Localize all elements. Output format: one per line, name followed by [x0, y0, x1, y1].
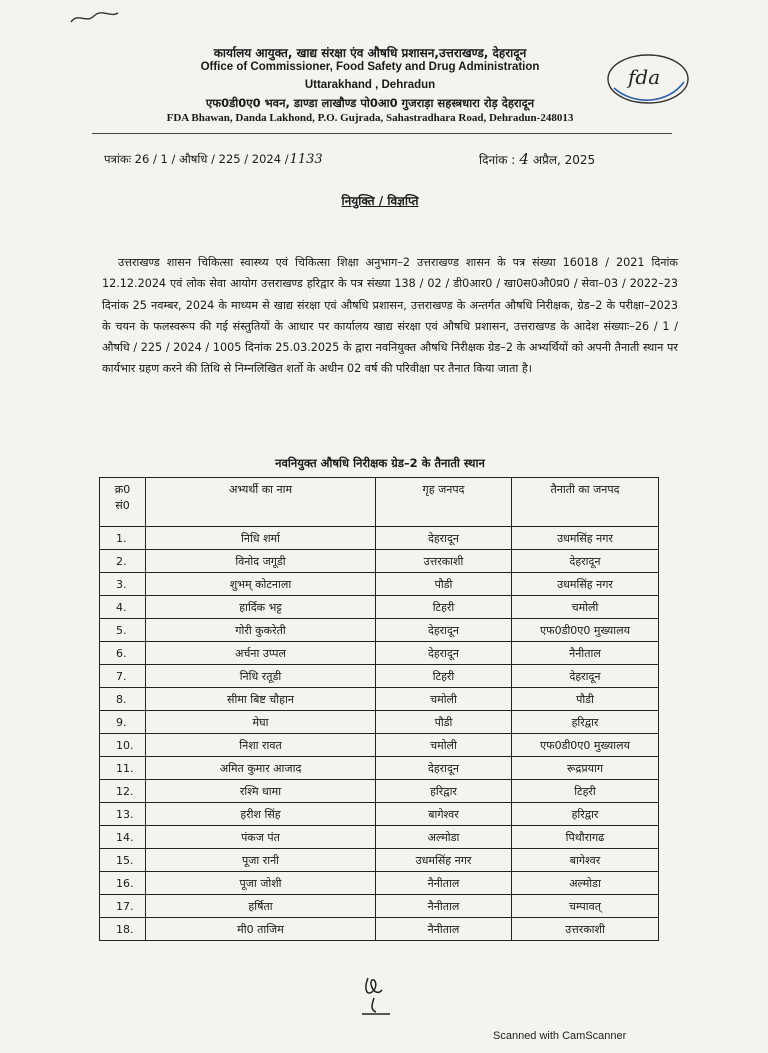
cell-candidate-name: पूजा जोशी	[146, 872, 376, 895]
table-row	[100, 734, 659, 757]
cell-candidate-name: हार्दिक भट्ट	[146, 596, 376, 619]
date-handwritten-day: 4	[519, 150, 529, 168]
cell-home-district: उधमसिंह नगर	[376, 849, 512, 872]
cell-home-district: चमोली	[376, 688, 512, 711]
cell-candidate-name: निशा रावत	[146, 734, 376, 757]
cell-home-district: उत्तरकाशी	[376, 550, 512, 573]
cell-home-district: देहरादून	[376, 619, 512, 642]
cell-serial: 10.	[100, 734, 146, 757]
cell-candidate-name: निधि रतूडी	[146, 665, 376, 688]
cell-posting-district: देहरादून	[512, 665, 659, 688]
cell-candidate-name: शुभम् कोटनाला	[146, 573, 376, 596]
document-subject: नियुक्ति / विज्ञप्ति	[341, 194, 419, 208]
cell-posting-district: देहरादून	[512, 550, 659, 573]
office-city-english: Uttarakhand , Dehradun	[304, 79, 436, 91]
fda-logo-text: fda	[628, 65, 661, 89]
office-address-english: FDA Bhawan, Danda Lakhond, P.O. Gujrada, Sahastradhara Road, Dehradun-248013	[166, 112, 574, 124]
table-row	[100, 688, 659, 711]
table-row	[100, 780, 659, 803]
table-row	[100, 711, 659, 734]
table-row	[100, 596, 659, 619]
table-row	[100, 826, 659, 849]
cell-posting-district: एफ0डी0ए0 मुख्यालय	[512, 734, 659, 757]
fda-logo-icon	[604, 48, 692, 108]
cell-posting-district: उत्तरकाशी	[512, 918, 659, 941]
header-serial-line2: सं0	[115, 499, 130, 512]
table-row	[100, 550, 659, 573]
cell-serial: 12.	[100, 780, 146, 803]
office-name-english: Office of Commissioner, Food Safety and Drug Administration	[200, 61, 540, 73]
cell-candidate-name: हर्षिता	[146, 895, 376, 918]
cell-candidate-name: अमित कुमार आजाद	[146, 757, 376, 780]
cell-posting-district: हरिद्वार	[512, 803, 659, 826]
cell-posting-district: बागेश्वर	[512, 849, 659, 872]
body-paragraph: उत्तराखण्ड शासन चिकित्सा स्वास्थ्य एवं चिकित्सा शिक्षा अनुभाग–2 उत्तराखण्ड शासन के पत्र संख्या 16018 / 2021 दिनांक 12.12.2024 एवं लोक सेवा आयोग उत्तराखण्ड हरिद्वार के पत्र संख्या 138 / 02 / डी0आर0 / खा0स0औ0प्र0 / सेवा–03 / 2022–23 दिनांक 25 नवम्बर, 2024 के माध्यम से खाद्य संरक्षा एवं औषधि प्रशासन, उत्तराखण्ड के अन्तर्गत औषधि निरीक्षक, ग्रेड–2 के परीक्षा–2023 के चयन के फलस्वरूप की गई संस्तुतियों के आधार पर कार्यालय खाद्य संरक्षा एवं औषधि प्रशासन, उत्तराखण्ड के आदेश संख्याः–26 / 1 / औषधि / 225 / 2024 / 1005 दिनांक 25.03.2025 के द्वारा नवनियुक्त औषधि निरीक्षक ग्रेड–2 के अभ्यर्थियों को अपनी तैनाती स्थान पर कार्यभार ग्रहण करने की तिथि से निम्नलिखित शर्तो के अधीन 02 वर्ष की परिवीक्षा पर तैनात किया जाता है।	[102, 256, 678, 376]
cell-posting-district: उधमसिंह नगर	[512, 573, 659, 596]
cell-posting-district: पौडी	[512, 688, 659, 711]
cell-posting-district: उधमसिंह नगर	[512, 527, 659, 550]
cell-candidate-name: अर्चना उप्पल	[146, 642, 376, 665]
cell-serial: 2.	[100, 550, 146, 573]
header-divider	[92, 133, 672, 134]
table-row	[100, 872, 659, 895]
cell-home-district: देहरादून	[376, 527, 512, 550]
cell-home-district: नैनीताल	[376, 918, 512, 941]
cell-candidate-name: गोरी कुकरेती	[146, 619, 376, 642]
cell-serial: 8.	[100, 688, 146, 711]
document-date	[479, 150, 595, 168]
cell-candidate-name: सीमा बिष्ट चौहान	[146, 688, 376, 711]
table-row	[100, 665, 659, 688]
posting-table	[99, 477, 659, 941]
cell-posting-district: चम्पावत्	[512, 895, 659, 918]
cell-home-district: चमोली	[376, 734, 512, 757]
table-row	[100, 642, 659, 665]
cell-home-district: हरिद्वार	[376, 780, 512, 803]
table-title: नवनियुक्त औषधि निरीक्षक ग्रेड–2 के तैनाती स्थान	[275, 456, 485, 470]
table-row	[100, 573, 659, 596]
cell-serial: 11.	[100, 757, 146, 780]
cell-candidate-name: मेघा	[146, 711, 376, 734]
cell-candidate-name: पूजा रानी	[146, 849, 376, 872]
scribble-mark-icon	[68, 8, 120, 28]
cell-home-district: टिहरी	[376, 665, 512, 688]
cell-serial: 4.	[100, 596, 146, 619]
cell-serial: 13.	[100, 803, 146, 826]
date-month-year: अप्रैल, 2025	[532, 153, 596, 167]
table-row	[100, 527, 659, 550]
cell-serial: 15.	[100, 849, 146, 872]
cell-home-district: बागेश्वर	[376, 803, 512, 826]
table-row	[100, 619, 659, 642]
cell-candidate-name: मी0 ताजिम	[146, 918, 376, 941]
cell-serial: 16.	[100, 872, 146, 895]
cell-candidate-name: रश्मि धामा	[146, 780, 376, 803]
cell-serial: 17.	[100, 895, 146, 918]
table-header-row	[100, 478, 659, 527]
reference-handwritten-number: 1133	[289, 152, 323, 167]
cell-serial: 14.	[100, 826, 146, 849]
cell-home-district: देहरादून	[376, 642, 512, 665]
cell-posting-district: अल्मोडा	[512, 872, 659, 895]
cell-posting-district: पिथौरागढ	[512, 826, 659, 849]
cell-home-district: टिहरी	[376, 596, 512, 619]
cell-candidate-name: विनोद जगूडी	[146, 550, 376, 573]
cell-posting-district: नैनीताल	[512, 642, 659, 665]
table-row	[100, 895, 659, 918]
cell-serial: 7.	[100, 665, 146, 688]
cell-home-district: पौडी	[376, 711, 512, 734]
cell-home-district: नैनीताल	[376, 895, 512, 918]
header-serial-line1: क्र0	[114, 483, 131, 496]
cell-serial: 3.	[100, 573, 146, 596]
cell-serial: 9.	[100, 711, 146, 734]
cell-home-district: अल्मोडा	[376, 826, 512, 849]
date-label: दिनांक :	[479, 153, 516, 167]
table-row	[100, 849, 659, 872]
scanner-watermark: Scanned with CamScanner	[493, 1030, 627, 1042]
cell-serial: 1.	[100, 527, 146, 550]
cell-home-district: पौडी	[376, 573, 512, 596]
cell-posting-district: एफ0डी0ए0 मुख्यालय	[512, 619, 659, 642]
header-candidate-name: अभ्यर्थी का नाम	[146, 478, 376, 527]
reference-number	[104, 152, 323, 167]
cell-serial: 18.	[100, 918, 146, 941]
cell-posting-district: हरिद्वार	[512, 711, 659, 734]
cell-home-district: नैनीताल	[376, 872, 512, 895]
office-name-hindi: कार्यालय आयुक्त, खाद्य संरक्षा एंव औषधि प्रशासन,उत्तराखण्ड, देहरादून	[213, 46, 527, 60]
cell-serial: 5.	[100, 619, 146, 642]
cell-serial: 6.	[100, 642, 146, 665]
table-row	[100, 918, 659, 941]
cell-candidate-name: हरीश सिंह	[146, 803, 376, 826]
signature-icon	[356, 968, 396, 1016]
cell-home-district: देहरादून	[376, 757, 512, 780]
cell-posting-district: टिहरी	[512, 780, 659, 803]
table-row	[100, 803, 659, 826]
header-posting-district: तैनाती का जनपद	[512, 478, 659, 527]
header-home-district: गृह जनपद	[376, 478, 512, 527]
header-serial	[100, 478, 146, 527]
office-address-hindi: एफ0डी0ए0 भवन, डाण्डा लाखौण्ड पो0आ0 गुजराड़ा सहस्त्रधारा रोड़ देहरादून	[205, 96, 535, 110]
cell-posting-district: चमोली	[512, 596, 659, 619]
cell-posting-district: रूद्रप्रयाग	[512, 757, 659, 780]
cell-candidate-name: पंकज पंत	[146, 826, 376, 849]
cell-candidate-name: निधि शर्मा	[146, 527, 376, 550]
table-row	[100, 757, 659, 780]
reference-label: पत्रांकः 26 / 1 / औषधि / 225 / 2024 /	[104, 152, 289, 166]
